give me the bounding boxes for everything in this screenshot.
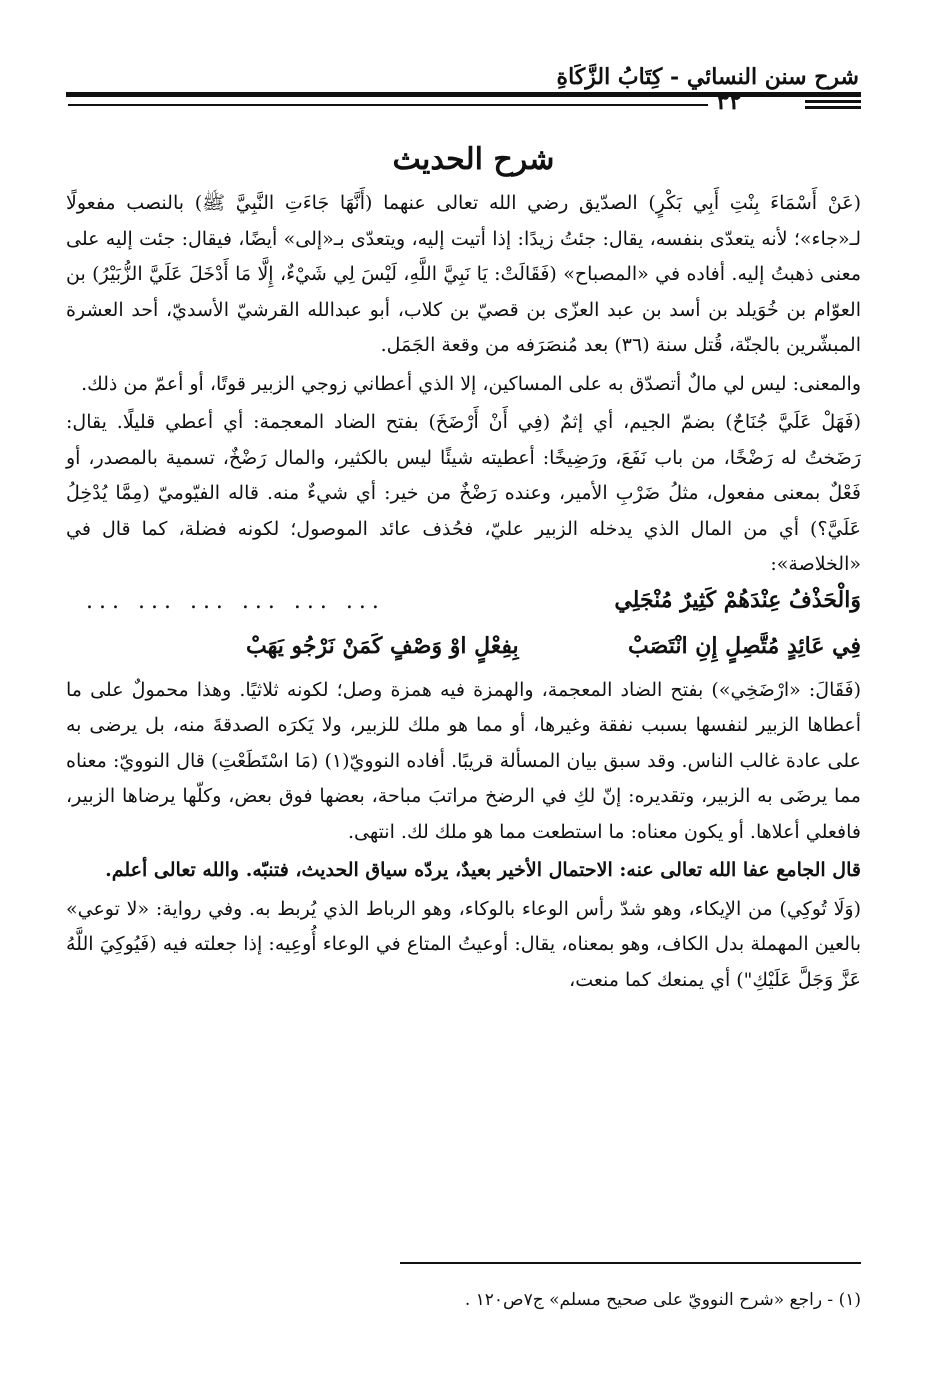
header-title: شرح سنن النسائي - كِتَابُ الزَّكَاةِ [556,64,859,90]
paragraph: (وَلَا تُوكِي) من الإيكاء، وهو شدّ رأس الوعاء بالوكاء، وهو الرباط الذي يُربط به. وفي رواية: «لا توعي» بالعين المهملة بدل الكاف، وهو بمعناه، يقال: أوعيتُ المتاع في الوعاء أُوعِيه: إذا جعلته فيه (فَيُوكِيَ اللَّهُ عَزَّ وَجَلَّ عَلَيْكِ") أي يمنعك كما منعت، [66,897,861,991]
section-title: شرح الحديث [392,142,555,177]
verse-ellipsis: ... ... ... ... ... ... [86,588,385,614]
verse-hemistich: وَالْحَذْفُ عِنْدَهُمْ كَثِيرٌ مُنْجَلِي [614,586,861,613]
page-number: ٣٢ [716,86,742,115]
verse-hemistich: بِفِعْلٍ اوْ وَصْفٍ كَمَنْ نَرْجُو يَهَبْ [246,632,519,659]
main-text [66,186,861,998]
footnote-rule [400,1262,861,1264]
paragraph: قال الجامع عفا الله تعالى عنه: الاحتمال الأخير بعيدٌ، يردّه سياق الحديث، فتنبّه. والله تعالى أعلم. [105,859,861,881]
page-number-rule [805,106,861,109]
header-rule-thin [68,104,708,106]
verse-line-2 [66,627,861,673]
paragraph: (فَقَالَ: «ارْضَخِي») بفتح الضاد المعجمة، والهمزة فيه همزة وصل؛ لكونه ثلاثيًا. وهذا محمولٌ على ما أعطاها الزبير لنفسها بسبب نفقة وغيرها، أو مما هو ملك للزبير، ولا يَكرَه الصدقةَ منه، بل يرضى به على عادة غالب الناس. وقد سبق بيان المسألة قريبًا. أفاده النوويّ(١) (مَا اسْتَطَعْتِ) قال النوويّ: معناه مما يرضَى به الزبير، وتقديره: إنّ لكِ في الرضخ مراتبَ مباحة، بعضها فوق بعض، وكلّها يرضاها الزبير، فافعلي أعلاها. أو يكون معناه: ما استطعت مما هو ملك لك. انتهى. [66,678,861,843]
footnote: (١) - راجع «شرح النوويّ على صحيح مسلم» ج٧ص١٢٠ . [464,1290,861,1310]
verse-hemistich: فِي عَائِدٍ مُتَّصِلٍ إِنِ انْتَصَبْ [628,632,861,659]
verse-line-1 [66,583,861,627]
running-header [68,56,859,90]
paragraph: (فَهَلْ عَلَيَّ جُنَاحٌ) بضمّ الجيم، أي إثمٌ (فِي أَنْ أَرْضَخَ) بفتح الضاد المعجمة: أي أعطي قليلًا. يقال: رَضَختُ له رَضْخًا، من باب نَفَعَ، ورَضِيخًا: أعطيته شيئًا ليس بالكثير، والمال رَضْخٌ، تسمية بالمصدر، أو فَعْلٌ بمعنى مفعول، مثلُ ضَرْبِ الأمير، وعنده رَضْخٌ من خير: أي شيءٌ منه. قاله الفيّوميّ (مِمَّا يُدْخِلُ عَلَيَّ؟) أي من المال الذي يدخله الزبير عليّ، فحُذف عائد الموصول؛ لكونه فضلة، كما قال في «الخلاصة»: [66,411,861,575]
page-number-rule [805,100,861,103]
paragraph: (عَنْ أَسْمَاءَ بِنْتِ أَبِي بَكْرٍ) الصدّيق رضي الله تعالى عنهما (أَنَّهَا جَاءَتِ النَّبِيَّ ﷺ) بالنصب مفعولًا لـ«جاء»؛ لأنه يتعدّى بنفسه، يقال: جئتُ زيدًا: إذا أتيت إليه، ويتعدّى بـ«إلى» أيضًا، فيقال: جئت إليه على معنى ذهبتُ إليه. أفاده في «المصباح» (فَقَالَتْ: يَا نَبِيَّ اللَّهِ، لَيْسَ لِي شَيْءٌ، إِلَّا مَا أَدْخَلَ عَلَيَّ الزُّبَيْرُ) بن العوّام بن خُوَيلد بن أسد بن عبد العزّى بن قصيّ بن كلاب، أبو عبدالله القرشيّ الأسديّ، أحد العشرة المبشّرين بالجنّة، قُتل سنة (٣٦) بعد مُنصَرَفه من وقعة الجَمَل. [66,192,861,356]
paragraph: والمعنى: ليس لي مالٌ أتصدّق به على المساكين، إلا الذي أعطاني زوجي الزبير قوتًا، أو أعمّ من ذلك. [81,372,861,395]
